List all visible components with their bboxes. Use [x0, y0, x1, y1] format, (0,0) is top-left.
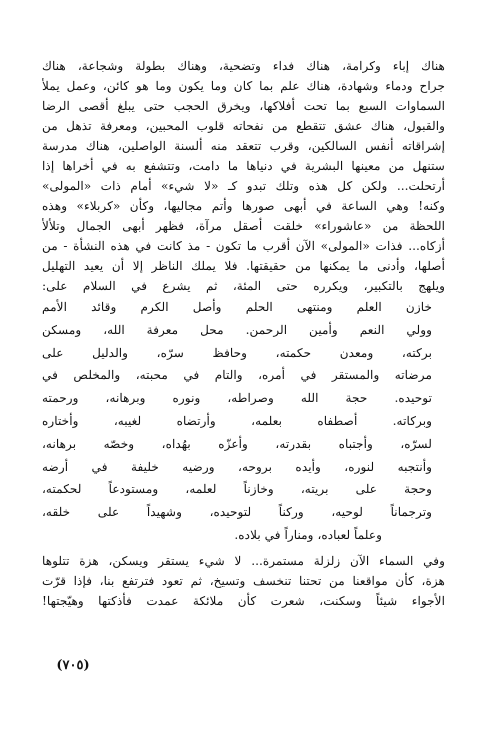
paragraph-line: جراح ودماء وشهادة، هناك علم بما كان وما يكون وما هو كائن، وعمل يملأ [42, 79, 445, 93]
quote-line: وعلماً لعباده، ومناراً في بلاده. [234, 527, 382, 542]
paragraph-line: ويلهج بالتكبير، ويكرره حتى المئة، ثم يشرع في السلام على: [42, 279, 445, 293]
paragraph-line: والقبول، هناك عشق تتقطع من نفحاته قلوب المحبين، ومعرفة تذهل من [42, 119, 445, 133]
closing-paragraph [42, 551, 445, 611]
quote-line: وترجماناً لوحيه، وركناً لتوحيده، وشهيداً على خلقه، [42, 505, 432, 520]
paragraph-line: إشراقاته أنفس السالكين، وقرب تتعقد منه ألسنة الواصلين، هناك مدرسة [42, 139, 445, 153]
paragraph-line: أصلها، وأدنى ما يمكنها من حقيقتها. فلا يملك الناظر إلا أن يعيد التهليل [42, 259, 445, 273]
page-text-body [42, 56, 445, 611]
paragraph-line: ستنهل من معينها البشرية في دنياها ما دامت، وتتشفع به في أخراها إذا [42, 159, 445, 173]
paragraph-line: وكنه! وهي الساعة في أبهى صورها وأتم مجاليها، وكأن «كربلاء» وهذه [42, 199, 445, 213]
quote-line: خازن العلم ومنتهى الحلم وأصل الكرم وقائد الأمم [42, 300, 432, 314]
paragraph-line: أرتحلت... ولكن كل هذه وتلك تبدو كـ «لا شيء» أمام ذات «المولى» [42, 179, 445, 193]
quote-line: لسرّه، وأجتباه بقدرته، وأعزّه بهُداه، وخصّه برهانه، [42, 436, 432, 451]
ziyarah-quote-block [42, 296, 445, 547]
page-number: (٧٠٥) [56, 658, 90, 673]
quote-line: مرضاته والمستقر في أمره، والتام في محبته، والمخلص في [42, 368, 432, 383]
quote-line: وبركاته. أصطفاه بعلمه، وأرتضاه لغيبه، وأختاره [42, 413, 432, 428]
quote-line: وولي النعم وأمين الرحمن. محل معرفة الله، ومسكن [42, 322, 432, 337]
quote-line: وحجة على بريته، وخازناً لعلمه، ومستودعاً لحكمته، [42, 482, 432, 497]
quote-line: بركته، ومعدن حكمته، وحافظ سرّه، والدليل على [42, 345, 432, 360]
paragraph-line: اللحظة من «عاشوراء» خلقت أصقل مرآة، فظهر أبهى الجمال وتلألأ [42, 219, 445, 233]
paragraph-line: الأجواء شيئاً وسكنت، شعرت كأن ملائكة عمدت فأذكتها وهيّجتها! [42, 593, 445, 608]
opening-paragraph [42, 56, 445, 296]
paragraph-line: وفي السماء الآن زلزلة مستمرة... لا شيء يستقر ويسكن، هزة تتلوها [42, 553, 445, 568]
paragraph-line: أزكاه... فذات «المولى» الآن أقرب ما تكون - مذ كانت في هذه النشأة - من [42, 239, 445, 253]
paragraph-line: السماوات السبع بما تحت أفلاكها، ويخرق الحجب حتى يبلغ أقصى الرضا [42, 99, 445, 113]
quote-line: توحيده. حجة الله وصراطه، ونوره وبرهانه، ورحمته [42, 391, 432, 406]
quote-line: وأنتجبه لنوره، وأيده بروحه، ورضيه خليفة في أرضه [42, 459, 432, 474]
paragraph-line: هناك إباء وكرامة، هناك فداء وتضحية، وهناك بطولة وشجاعة، هناك [42, 59, 445, 73]
paragraph-line: هزة، كأن مواقعنا من تحتنا تنخسف وتسيخ، ثم تعود فترتفع بنا، فإذا قرّت [42, 573, 445, 588]
